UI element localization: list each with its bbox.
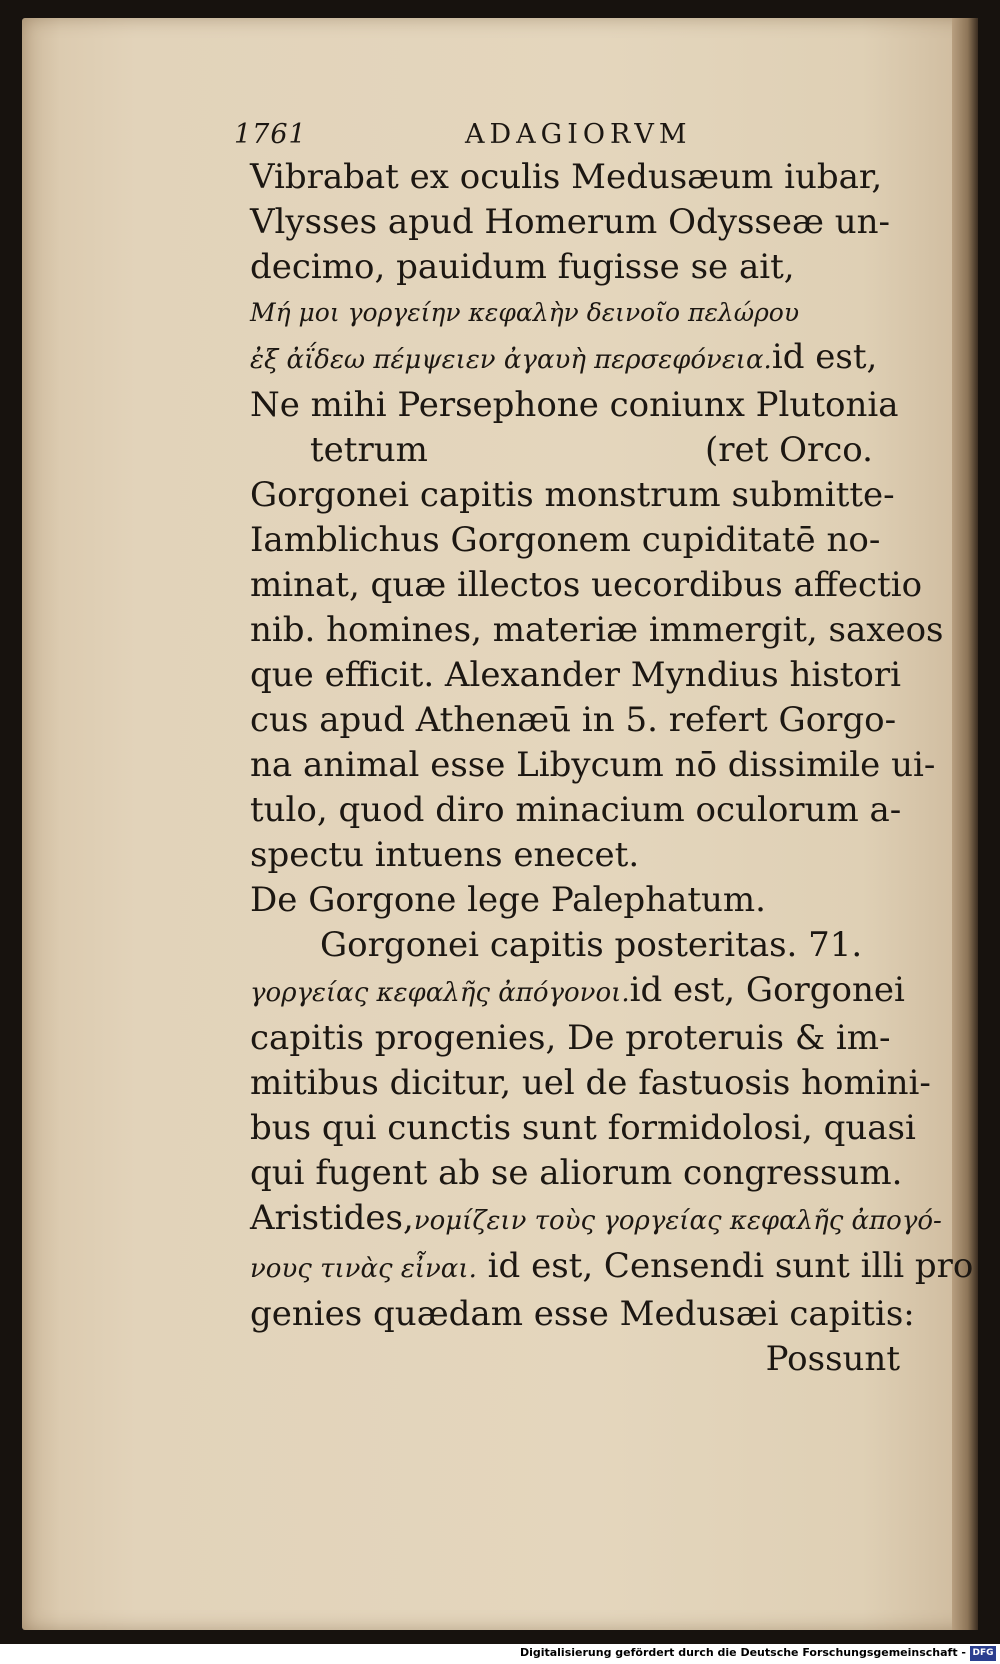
page-number: 1761 xyxy=(234,119,307,150)
footer-credit: Digitalisierung gefördert durch die Deutsche Forschungsgemeinschaft - xyxy=(519,1646,966,1659)
text-line: minat, quæ illectos uecordibus affectio xyxy=(250,565,923,605)
text-line: genies quædam esse Medusæi capitis: xyxy=(250,1294,915,1334)
aristides-greek: νομίζειν τοὺς γοργείας κεφαλῆς ἀπογό- xyxy=(413,1206,942,1236)
lemma-suffix: id est, Gorgonei xyxy=(629,970,905,1010)
text-line: bus qui cunctis sunt formidolosi, quasi xyxy=(250,1108,916,1148)
greek-lemma: γοργείας κεφαλῆς ἀπόγονοι. xyxy=(250,978,630,1008)
text-line: tulo, quod diro minacium oculorum a- xyxy=(250,790,902,830)
verse-line: Ne mihi Persephone coniunx Plutonia xyxy=(250,385,899,425)
text-line: De Gorgone lege Palephatum. xyxy=(250,880,766,920)
aristides-prefix: Aristides, xyxy=(250,1198,414,1238)
page-edge xyxy=(952,18,978,1630)
text-line: capitis progenies, De proteruis & im- xyxy=(250,1018,891,1058)
text-line: mitibus dicitur, uel de fastuosis homini- xyxy=(250,1063,931,1103)
text-line: qui fugent ab se aliorum congressum. xyxy=(250,1153,903,1193)
text-line: na animal esse Libycum nō dissimile ui- xyxy=(250,745,936,785)
running-title: ADAGIORVM xyxy=(465,119,692,150)
verse-line-split xyxy=(250,428,950,473)
page-header xyxy=(234,115,950,155)
text-line: spectu intuens enecet. xyxy=(250,835,640,875)
text-line: nib. homines, materiæ immergit, saxeos xyxy=(250,610,944,650)
text-line: decimo, pauidum fugisse se ait, xyxy=(250,247,795,287)
greek-text: ἐξ ἀΐδεω πέμψειεν ἀγαυὴ περσεφόνεια. xyxy=(250,345,772,375)
text-line: que efficit. Alexander Myndius histori xyxy=(250,655,901,695)
aristides-suffix: id est, Censendi sunt illi pro xyxy=(487,1246,974,1286)
text-line: Gorgonei capitis monstrum submitte- xyxy=(250,475,895,515)
greek-quote-line: Μή μοι γοργείην κεφαλὴν δεινοῖο πελώρου xyxy=(250,298,800,327)
text-line: cus apud Athenæū in 5. refert Gorgo- xyxy=(250,700,897,740)
adage-heading: Gorgonei capitis posteritas. 71. xyxy=(320,925,863,965)
latin-text: id est, xyxy=(771,337,878,377)
aristides-line xyxy=(250,1196,950,1244)
text-line: Vibrabat ex oculis Medusæum iubar, xyxy=(250,157,883,197)
text-line: Iamblichus Gorgonem cupiditatē no- xyxy=(250,520,881,560)
dfg-logo: DFG xyxy=(970,1646,996,1661)
catchword: Possunt xyxy=(765,1339,900,1379)
verse-right: (ret Orco. xyxy=(705,430,873,470)
text-line: Vlysses apud Homerum Odysseæ un- xyxy=(250,202,891,242)
verse-left: tetrum xyxy=(310,430,428,470)
aristides-greek-2: νους τινὰς εἶναι. xyxy=(250,1254,477,1284)
footer-bar xyxy=(0,1644,1000,1664)
lemma-line xyxy=(250,968,950,1016)
text-block xyxy=(234,115,974,1382)
aristides-line-2 xyxy=(250,1244,974,1292)
greek-quote-line xyxy=(250,335,950,383)
